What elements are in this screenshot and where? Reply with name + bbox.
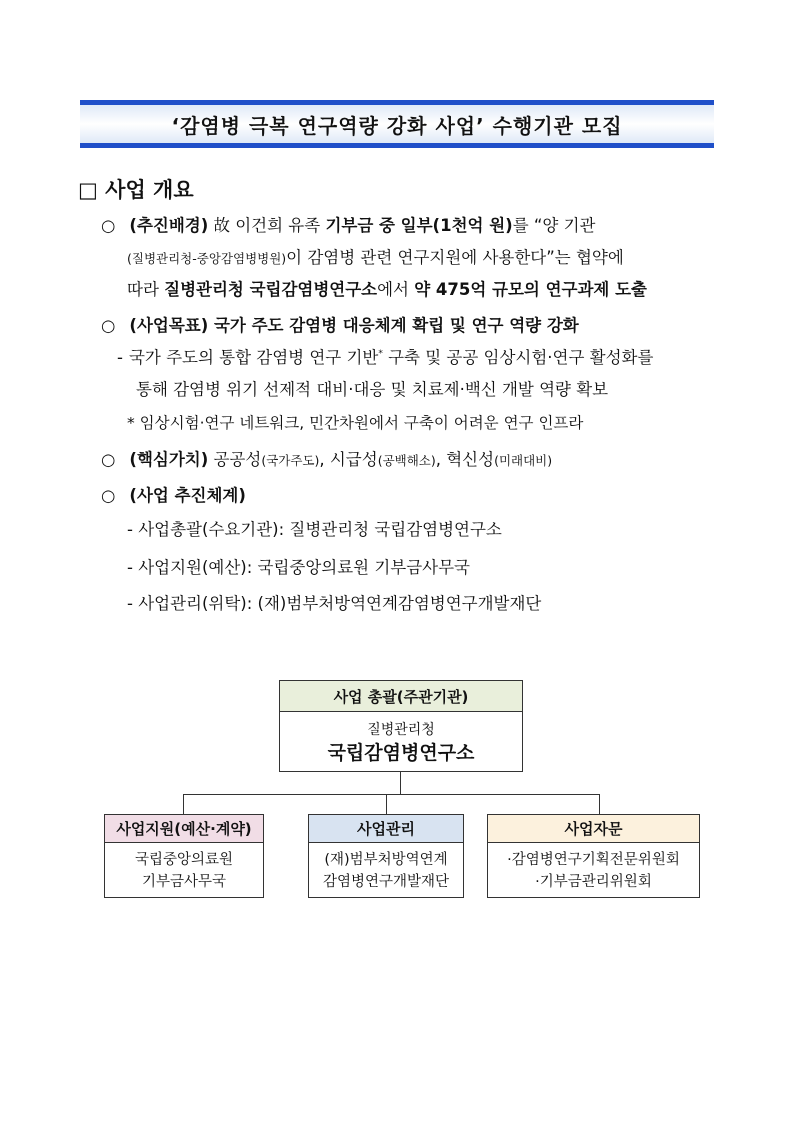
title-banner — [80, 100, 714, 148]
text: 공공성 — [208, 450, 262, 469]
org-box-manage-body — [309, 843, 463, 898]
footnote-mark: * — [378, 349, 383, 359]
goal-sub-line2: 통해 감염병 위기 선제적 대비·대응 및 치료제·백신 개발 역량 확보 — [136, 380, 609, 399]
org-box-top — [279, 680, 523, 772]
org-support-line2: 기부금사무국 — [141, 873, 227, 890]
text: 국가 주도 감염병 대응체계 확립 및 연구 역량 강화 — [208, 316, 579, 335]
org-top-line2: 국립감염병연구소 — [327, 742, 475, 764]
goal-footnote: * 임상시험·연구 네트워크, 민간차원에서 구축이 어려운 연구 인프라 — [127, 414, 584, 432]
institute-text: 질병관리청 국립감염병연구소 — [164, 280, 378, 299]
org-connector — [183, 794, 600, 795]
circle-bullet: ○ — [101, 216, 116, 235]
text: 구축 및 공공 임상시험·연구 활성화를 — [382, 348, 654, 367]
org-manage-line2: 감염병연구개발재단 — [322, 873, 450, 890]
bullet-system — [101, 488, 246, 505]
text: , 혁신성 — [435, 450, 495, 469]
org-box-top-head: 사업 총괄(주관기관) — [280, 681, 522, 712]
org-advise-line2: ·기부금관리위원회 — [535, 873, 652, 890]
bullet-background-line2 — [127, 250, 624, 267]
org-box-top-body — [280, 712, 522, 772]
text: 에서 — [377, 280, 415, 299]
org-manage-line1: (재)범부처방역연계 — [324, 851, 448, 868]
donation-text: 기부금 중 일부(1천억 원) — [325, 216, 513, 235]
text: (공백해소) — [377, 453, 436, 468]
circle-bullet: ○ — [101, 316, 116, 335]
text: (미래대비) — [494, 453, 553, 468]
circle-bullet: ○ — [101, 450, 116, 469]
org-connector — [400, 772, 401, 794]
circle-bullet: ○ — [101, 486, 116, 505]
bullet-values — [101, 452, 552, 469]
system-item-1: - 사업총괄(수요기관): 질병관리청 국립감염병연구소 — [127, 520, 502, 539]
section-marker: □ — [78, 178, 98, 202]
org-box-manage — [308, 814, 464, 898]
org-box-manage-head: 사업관리 — [309, 815, 463, 843]
text: (국가주도) — [261, 453, 320, 468]
org-connector — [183, 794, 184, 814]
section-heading — [78, 174, 194, 204]
page-title: ‘감염병 극복 연구역량 강화 사업’ 수행기관 모집 — [171, 113, 623, 138]
label-background: (추진배경) — [129, 216, 209, 235]
org-box-support-head: 사업지원(예산·계약) — [105, 815, 263, 843]
org-box-advise-head: 사업자문 — [488, 815, 699, 843]
result-text: 약 475억 규모의 연구과제 도출 — [414, 280, 647, 299]
label-goal: (사업목표) — [129, 316, 209, 335]
bullet-background-line3 — [127, 282, 647, 299]
org-box-support-body — [105, 843, 263, 898]
agencies-text: (질병관리청-중앙감염병병원) — [127, 251, 287, 266]
text: 국가 주도의 통합 감염병 연구 기반 — [128, 348, 379, 367]
org-top-line1: 질병관리청 — [367, 722, 435, 738]
label-system: (사업 추진체계) — [129, 486, 246, 505]
org-connector — [599, 794, 600, 814]
label-values: (핵심가치) — [129, 450, 209, 469]
text: 를 “양 기관 — [512, 216, 596, 235]
bullet-background-line1 — [101, 218, 595, 235]
text: 故 이건희 유족 — [208, 216, 326, 235]
text: 이 감염병 관련 연구지원에 사용한다”는 협약에 — [286, 248, 624, 267]
section-heading-text: 사업 개요 — [105, 178, 194, 202]
system-item-2: - 사업지원(예산): 국립중앙의료원 기부금사무국 — [127, 558, 470, 577]
org-box-advise — [487, 814, 700, 898]
bullet-goal — [101, 318, 579, 335]
org-advise-line1: ·감염병연구기획전문위원회 — [507, 851, 680, 868]
org-connector — [386, 794, 387, 814]
system-item-3: - 사업관리(위탁): (재)범부처방역연계감염병연구개발재단 — [127, 594, 542, 613]
org-box-support — [104, 814, 264, 898]
dash: - — [117, 348, 123, 367]
goal-sub-line1 — [117, 350, 653, 367]
org-support-line1: 국립중앙의료원 — [134, 851, 234, 868]
text: , 시급성 — [319, 450, 378, 469]
text: 따라 — [127, 280, 165, 299]
org-box-advise-body — [488, 843, 699, 898]
